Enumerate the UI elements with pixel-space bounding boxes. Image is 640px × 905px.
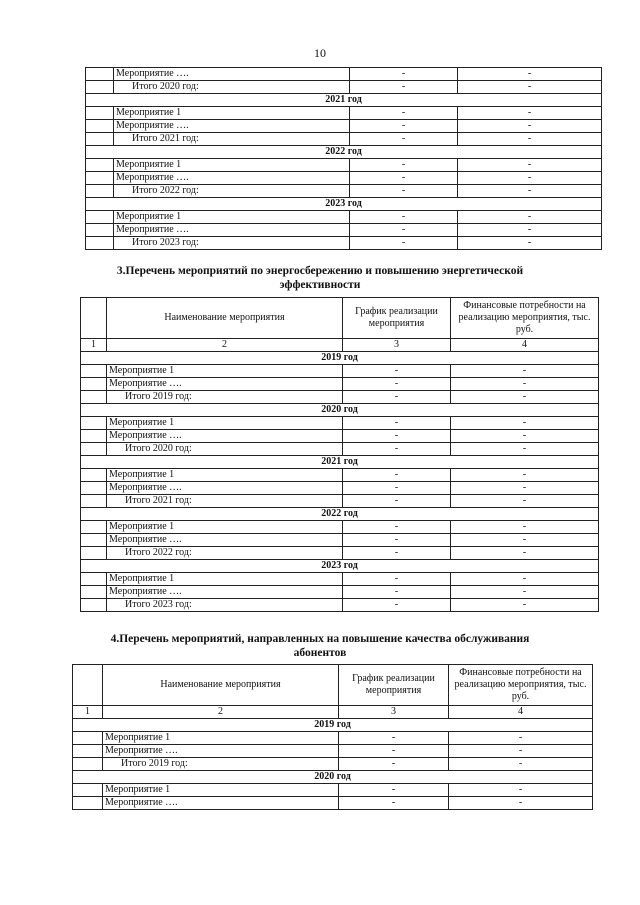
header-name: Наименование мероприятия [103, 665, 339, 706]
row-number-cell [81, 443, 107, 456]
year-label: 2023 год [81, 560, 599, 573]
header-name: Наименование мероприятия [107, 298, 343, 339]
section4-title-line2: абонентов [293, 647, 347, 659]
activity-name: Мероприятие 1 [107, 573, 343, 586]
total-label: Итого 2023 год: [107, 599, 343, 612]
finance-value: - [458, 224, 602, 237]
section4-title [60, 632, 580, 660]
row-number-cell [81, 430, 107, 443]
finance-value: - [458, 133, 602, 146]
finance-value: - [451, 495, 599, 508]
schedule-value: - [343, 469, 451, 482]
finance-value: - [451, 547, 599, 560]
table-row [81, 482, 599, 495]
schedule-value: - [343, 521, 451, 534]
table-row [86, 68, 602, 81]
finance-value: - [451, 521, 599, 534]
table-section4 [72, 664, 592, 810]
schedule-value: - [350, 172, 458, 185]
row-number-cell [86, 185, 114, 198]
schedule-value: - [350, 68, 458, 81]
table-row [86, 120, 602, 133]
activity-name: Мероприятие …. [114, 120, 350, 133]
schedule-value: - [343, 378, 451, 391]
year-row [73, 719, 593, 732]
table-section2-continued [85, 67, 601, 250]
schedule-value: - [343, 599, 451, 612]
schedule-value: - [343, 391, 451, 404]
table-row [86, 224, 602, 237]
finance-value: - [451, 534, 599, 547]
row-number-cell [81, 391, 107, 404]
total-row [81, 495, 599, 508]
activity-name: Мероприятие 1 [107, 365, 343, 378]
schedule-value: - [339, 745, 449, 758]
finance-value: - [458, 172, 602, 185]
section3-title-line2: эффективности [279, 279, 361, 291]
finance-value: - [449, 732, 593, 745]
row-number-cell [86, 120, 114, 133]
column-number: 4 [451, 339, 599, 352]
finance-value: - [458, 237, 602, 250]
activity-name: Мероприятие …. [114, 224, 350, 237]
section3-title-line1: 3.Перечень мероприятий по энергосбережению и повышению энергетической [116, 265, 524, 277]
year-row [81, 404, 599, 417]
total-row [86, 237, 602, 250]
row-number-cell [73, 732, 103, 745]
finance-value: - [451, 482, 599, 495]
finance-value: - [449, 758, 593, 771]
schedule-value: - [343, 430, 451, 443]
finance-value: - [451, 430, 599, 443]
year-label: 2022 год [86, 146, 602, 159]
column-number: 2 [107, 339, 343, 352]
year-label: 2022 год [81, 508, 599, 521]
finance-value: - [458, 107, 602, 120]
page-number: 10 [314, 46, 326, 60]
total-row [81, 443, 599, 456]
row-number-cell [81, 469, 107, 482]
header-schedule: График реализации мероприятия [343, 298, 451, 339]
table-row [81, 378, 599, 391]
row-number-cell [73, 758, 103, 771]
total-label: Итого 2019 год: [103, 758, 339, 771]
schedule-value: - [350, 133, 458, 146]
table-row [81, 534, 599, 547]
finance-value: - [451, 469, 599, 482]
row-number-cell [86, 211, 114, 224]
schedule-value: - [339, 758, 449, 771]
finance-value: - [451, 599, 599, 612]
column-number: 3 [339, 706, 449, 719]
activity-name: Мероприятие 1 [114, 107, 350, 120]
row-number-cell [86, 159, 114, 172]
table-section3 [80, 297, 598, 612]
column-numbers-row [81, 339, 599, 352]
total-row [81, 391, 599, 404]
finance-value: - [451, 586, 599, 599]
row-number-cell [86, 172, 114, 185]
total-label: Итого 2019 год: [107, 391, 343, 404]
activity-name: Мероприятие …. [107, 586, 343, 599]
total-label: Итого 2022 год: [114, 185, 350, 198]
table-row [73, 732, 593, 745]
total-label: Итого 2021 год: [114, 133, 350, 146]
activity-name: Мероприятие 1 [114, 159, 350, 172]
schedule-value: - [343, 443, 451, 456]
total-row [86, 133, 602, 146]
finance-value: - [458, 81, 602, 94]
row-number-cell [81, 586, 107, 599]
finance-value: - [449, 784, 593, 797]
table-row [81, 469, 599, 482]
finance-value: - [451, 391, 599, 404]
section4-title-line1: 4.Перечень мероприятий, направленных на повышение качества обслуживания [110, 633, 530, 645]
table-row [81, 586, 599, 599]
finance-value: - [451, 573, 599, 586]
schedule-value: - [350, 185, 458, 198]
row-number-cell [81, 534, 107, 547]
header-schedule: График реализации мероприятия [339, 665, 449, 706]
header-number-cell [81, 298, 107, 339]
schedule-value: - [343, 417, 451, 430]
header-finance: Финансовые потребности на реализацию мероприятия, тыс. руб. [449, 665, 593, 706]
finance-value: - [449, 745, 593, 758]
year-label: 2021 год [86, 94, 602, 107]
schedule-value: - [350, 237, 458, 250]
finance-value: - [451, 443, 599, 456]
activity-name: Мероприятие …. [114, 172, 350, 185]
header-finance: Финансовые потребности на реализацию мероприятия, тыс. руб. [451, 298, 599, 339]
table-row [81, 521, 599, 534]
column-number: 3 [343, 339, 451, 352]
column-number: 4 [449, 706, 593, 719]
total-label: Итого 2022 год: [107, 547, 343, 560]
year-row [86, 94, 602, 107]
activity-name: Мероприятие 1 [107, 417, 343, 430]
total-label: Итого 2021 год: [107, 495, 343, 508]
row-number-cell [73, 784, 103, 797]
table-row [73, 784, 593, 797]
row-number-cell [73, 745, 103, 758]
row-number-cell [81, 599, 107, 612]
row-number-cell [81, 495, 107, 508]
finance-value: - [458, 120, 602, 133]
header-number-cell [73, 665, 103, 706]
section3-title [60, 264, 580, 292]
activity-name: Мероприятие 1 [103, 784, 339, 797]
row-number-cell [86, 133, 114, 146]
column-number: 1 [81, 339, 107, 352]
schedule-value: - [339, 797, 449, 810]
finance-value: - [458, 185, 602, 198]
year-row [73, 771, 593, 784]
activity-name: Мероприятие …. [103, 797, 339, 810]
year-row [81, 352, 599, 365]
year-label: 2020 год [81, 404, 599, 417]
activity-name: Мероприятие …. [107, 482, 343, 495]
table-row [81, 365, 599, 378]
total-label: Итого 2023 год: [114, 237, 350, 250]
activity-name: Мероприятие …. [107, 378, 343, 391]
activity-name: Мероприятие 1 [107, 469, 343, 482]
table-row [73, 797, 593, 810]
row-number-cell [81, 365, 107, 378]
row-number-cell [86, 107, 114, 120]
row-number-cell [73, 797, 103, 810]
schedule-value: - [339, 732, 449, 745]
activity-name: Мероприятие 1 [107, 521, 343, 534]
schedule-value: - [343, 547, 451, 560]
finance-value: - [451, 417, 599, 430]
table-row [81, 573, 599, 586]
schedule-value: - [343, 495, 451, 508]
total-label: Итого 2020 год: [107, 443, 343, 456]
row-number-cell [86, 224, 114, 237]
total-row [86, 81, 602, 94]
activity-name: Мероприятие …. [107, 534, 343, 547]
year-row [86, 198, 602, 211]
column-number: 1 [73, 706, 103, 719]
schedule-value: - [350, 159, 458, 172]
schedule-value: - [343, 534, 451, 547]
table-header [73, 665, 593, 706]
row-number-cell [86, 81, 114, 94]
total-row [81, 599, 599, 612]
row-number-cell [81, 521, 107, 534]
year-label: 2020 год [73, 771, 593, 784]
schedule-value: - [339, 784, 449, 797]
schedule-value: - [343, 482, 451, 495]
table-row [81, 417, 599, 430]
finance-value: - [451, 378, 599, 391]
row-number-cell [81, 378, 107, 391]
activity-name: Мероприятие 1 [103, 732, 339, 745]
schedule-value: - [350, 120, 458, 133]
finance-value: - [458, 211, 602, 224]
row-number-cell [81, 573, 107, 586]
schedule-value: - [350, 211, 458, 224]
year-row [81, 456, 599, 469]
table-row [86, 172, 602, 185]
total-row [73, 758, 593, 771]
row-number-cell [81, 482, 107, 495]
year-row [86, 146, 602, 159]
column-number: 2 [103, 706, 339, 719]
activity-name: Мероприятие 1 [114, 211, 350, 224]
table-row [86, 107, 602, 120]
row-number-cell [86, 68, 114, 81]
total-row [86, 185, 602, 198]
schedule-value: - [343, 573, 451, 586]
column-numbers-row [73, 706, 593, 719]
year-label: 2021 год [81, 456, 599, 469]
schedule-value: - [350, 107, 458, 120]
row-number-cell [86, 237, 114, 250]
activity-name: Мероприятие …. [103, 745, 339, 758]
finance-value: - [458, 68, 602, 81]
schedule-value: - [350, 224, 458, 237]
finance-value: - [451, 365, 599, 378]
finance-value: - [449, 797, 593, 810]
schedule-value: - [343, 586, 451, 599]
year-label: 2019 год [73, 719, 593, 732]
year-label: 2023 год [86, 198, 602, 211]
year-label: 2019 год [81, 352, 599, 365]
year-row [81, 560, 599, 573]
table-row [81, 430, 599, 443]
row-number-cell [81, 547, 107, 560]
schedule-value: - [343, 365, 451, 378]
table-row [86, 211, 602, 224]
activity-name: Мероприятие …. [107, 430, 343, 443]
schedule-value: - [350, 81, 458, 94]
row-number-cell [81, 417, 107, 430]
activity-name: Мероприятие …. [114, 68, 350, 81]
table-header [81, 298, 599, 339]
total-row [81, 547, 599, 560]
table-row [86, 159, 602, 172]
year-row [81, 508, 599, 521]
total-label: Итого 2020 год: [114, 81, 350, 94]
table-row [73, 745, 593, 758]
finance-value: - [458, 159, 602, 172]
